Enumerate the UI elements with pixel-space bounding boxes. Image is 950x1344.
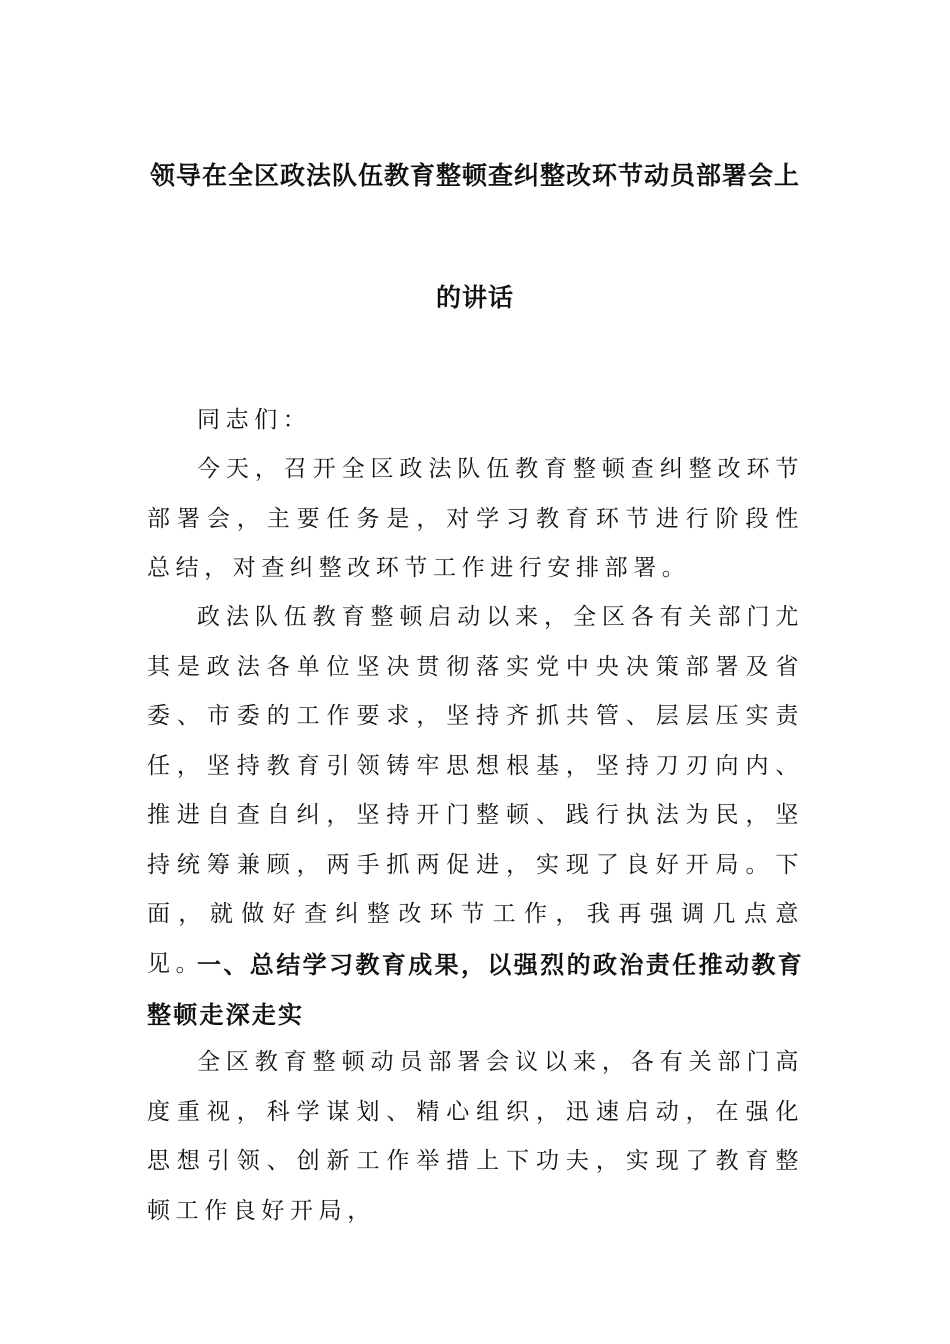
- document-title-line-1: 领导在全区政法队伍教育整顿查纠整改环节动员部署会上: [149, 161, 800, 190]
- section-1-paragraph: 全区教育整顿动员部署会议以来，各有关部门高度重视，科学谋划、精心组织，迅速启动，在强化思想引领、创新工作举措上下功夫，实现了教育整顿工作良好开局，: [147, 1049, 804, 1224]
- paragraph-overview: 政法队伍教育整顿启动以来，全区各有关部门尤其是政法各单位坚决贯彻落实党中央决策部署及省委、市委的工作要求，坚持齐抓共管、层层压实责任，坚持教育引领铸牢思想根基，坚持刀刃向内、推进自查自纠，坚持开门整顿、践行执法为民，坚持统筹兼顾，两手抓两促进，实现了良好开局。下面，就做好查纠整改环节工作，我再强调几点意见。: [147, 604, 804, 977]
- document-title-line-2: 的讲话: [435, 283, 514, 312]
- section-heading-1: 一、总结学习教育成果，以强烈的政治责任推动教育整顿走深走实: [147, 951, 804, 1029]
- paragraph-opening: 今天，召开全区政法队伍教育整顿查纠整改环节部署会，主要任务是，对学习教育环节进行阶段性总结，对查纠整改环节工作进行安排部署。: [147, 456, 804, 581]
- salutation: 同志们：: [197, 407, 312, 433]
